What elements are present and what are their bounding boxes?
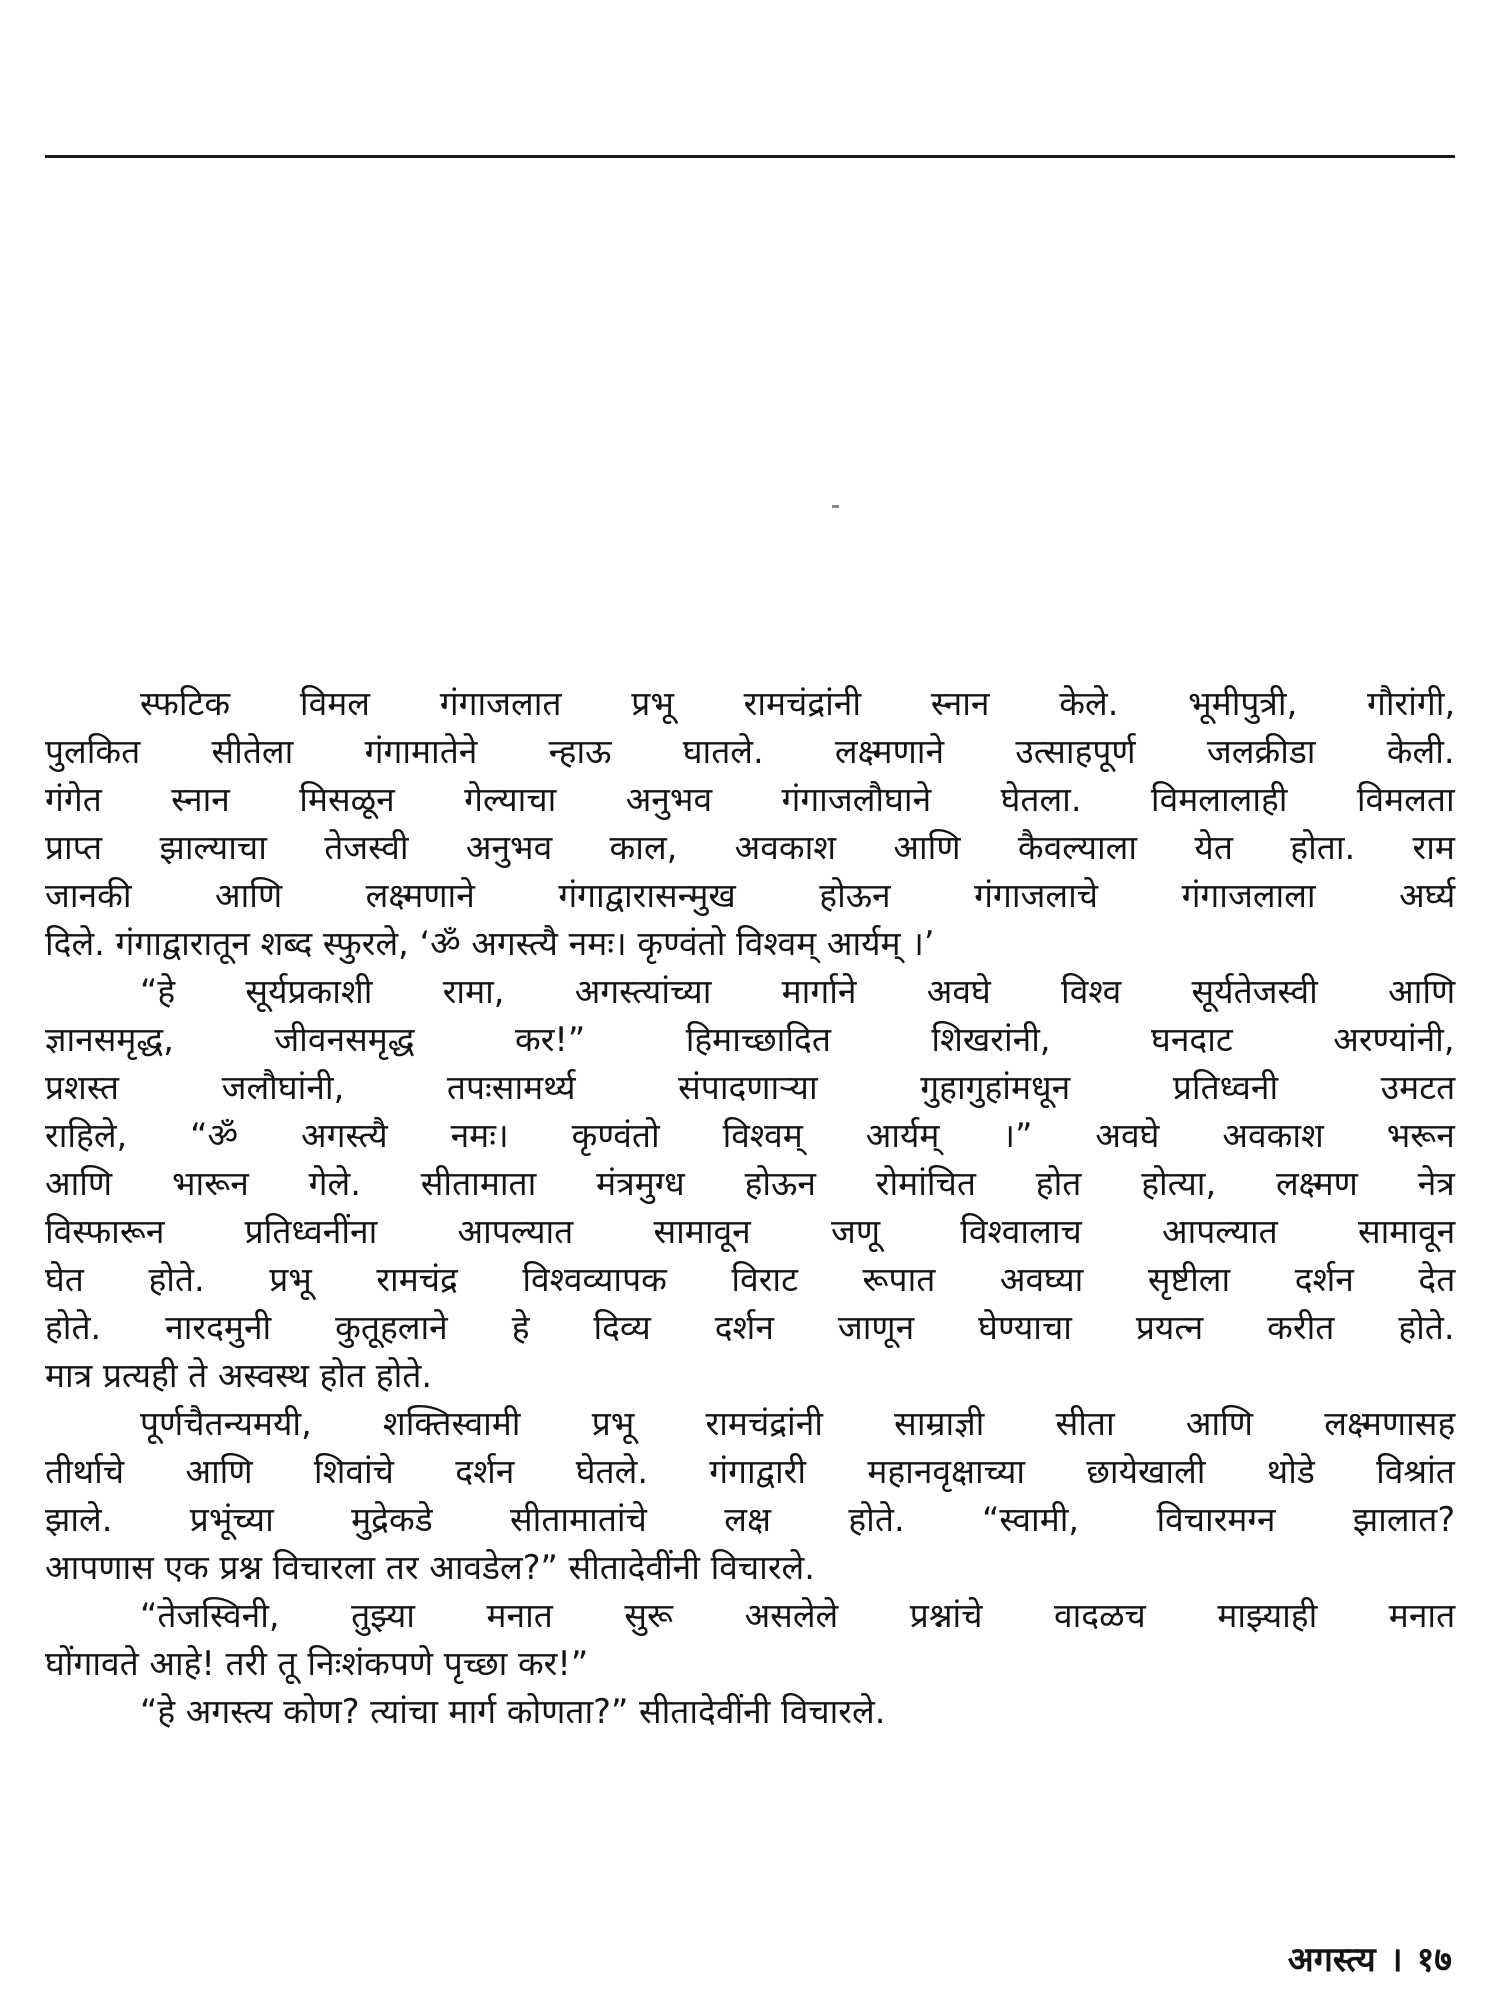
text-line: गंगेत स्नान मिसळून गेल्याचा अनुभव गंगाजलौघाने घेतला. विमलालाही विमलता	[45, 780, 1455, 819]
text-line: “तेजस्विनी, तुझ्या मनात सुरू असलेले प्रश्नांचे वादळच माझ्याही मनात	[140, 1596, 1456, 1635]
text-line: आपणास एक प्रश्न विचारला तर आवडेल?” सीतादेवींनी विचारले.	[45, 1548, 815, 1587]
text-line: जानकी आणि लक्ष्मणाने गंगाद्वारासन्मुख होऊन गंगाजलाचे गंगाजलाला अर्घ्य	[45, 876, 1456, 915]
text-line: स्फटिक विमल गंगाजलात प्रभू रामचंद्रांनी स्नान केले. भूमीपुत्री, गौरांगी,	[140, 684, 1456, 723]
page-footer	[1288, 1935, 1452, 1981]
text-line: “हे अगस्त्य कोण? त्यांचा मार्ग कोणता?” सीतादेवींनी विचारले.	[140, 1692, 886, 1731]
text-line: झाले. प्रभूंच्या मुद्रेकडे सीतामातांचे लक्ष होते. “स्वामी, विचारमग्न झालात?	[45, 1500, 1456, 1539]
footer-separator: ।	[1389, 1940, 1403, 1980]
paragraph	[45, 1592, 1455, 1688]
text-line: विस्फारून प्रतिध्वनींना आपल्यात सामावून जणू विश्वालाच आपल्यात सामावून	[45, 1212, 1456, 1251]
text-line: राहिले, “ॐ अगस्त्यै नमः। कृण्वंतो विश्वम् आर्यम् ।” अवघे अवकाश भरून	[45, 1116, 1455, 1155]
text-line: “हे सूर्यप्रकाशी रामा, अगस्त्यांच्या मार्गाने अवघे विश्व सूर्यतेजस्वी आणि	[140, 972, 1456, 1011]
top-rule	[45, 155, 1455, 158]
text-line: दिले. गंगाद्वारातून शब्द स्फुरले, ‘ॐ अगस्त्यै नमः। कृण्वंतो विश्वम् आर्यम् ।’	[45, 924, 935, 963]
text-line: प्रशस्त जलौघांनी, तपःसामर्थ्य संपादणाऱ्या गुहागुहांमधून प्रतिध्वनी उमटत	[45, 1068, 1456, 1107]
text-line: प्राप्त झाल्याचा तेजस्वी अनुभव काल, अवकाश आणि कैवल्याला येत होता. राम	[45, 828, 1455, 867]
text-line: आणि भारून गेले. सीतामाता मंत्रमुग्ध होऊन रोमांचित होत होत्या, लक्ष्मण नेत्र	[45, 1164, 1455, 1203]
footer-book-title: अगस्त्य	[1287, 1940, 1376, 1980]
text-line: घोंगावते आहे! तरी तू निःशंकपणे पृच्छा कर!”	[45, 1644, 589, 1683]
scan-speck	[832, 505, 839, 508]
text-line: पुलकित सीतेला गंगामातेने न्हाऊ घातले. लक्ष्मणाने उत्साहपूर्ण जलक्रीडा केली.	[45, 732, 1455, 771]
body-text	[45, 680, 1455, 1736]
paragraph	[45, 1400, 1455, 1592]
text-line: मात्र प्रत्यही ते अस्वस्थ होत होते.	[45, 1356, 432, 1395]
text-line: तीर्थाचे आणि शिवांचे दर्शन घेतले. गंगाद्वारी महानवृक्षाच्या छायेखाली थोडे विश्रांत	[45, 1452, 1455, 1491]
text-line: ज्ञानसमृद्ध, जीवनसमृद्ध कर!” हिमाच्छादित शिखरांनी, घनदाट अरण्यांनी,	[45, 1020, 1455, 1059]
text-line: घेत होते. प्रभू रामचंद्र विश्वव्यापक विराट रूपात अवघ्या सृष्टीला दर्शन देत	[45, 1260, 1456, 1299]
text-line: होते. नारदमुनी कुतूहलाने हे दिव्य दर्शन जाणून घेण्याचा प्रयत्न करीत होते.	[45, 1308, 1455, 1347]
paragraph	[45, 1688, 1455, 1736]
text-line: पूर्णचैतन्यमयी, शक्तिस्वामी प्रभू रामचंद्रांनी साम्राज्ञी सीता आणि लक्ष्मणासह	[140, 1404, 1456, 1443]
footer-page-number: १७	[1416, 1940, 1452, 1980]
paragraph	[45, 968, 1455, 1400]
paragraph	[45, 680, 1455, 968]
